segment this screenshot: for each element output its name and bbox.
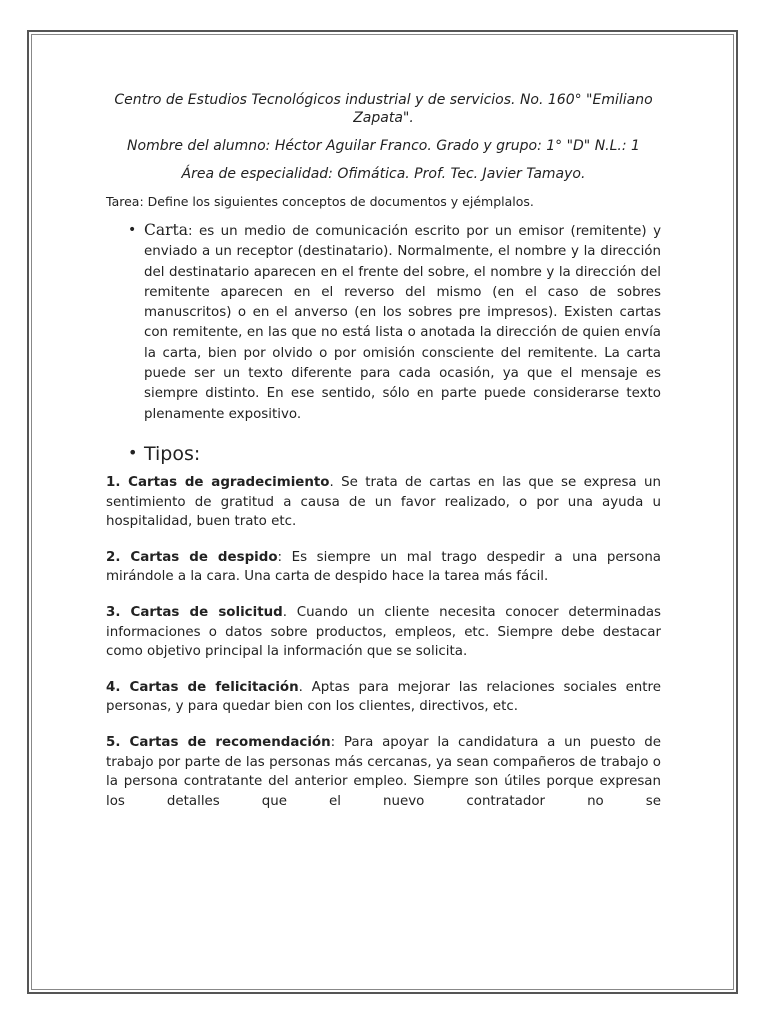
list-item xyxy=(106,678,661,717)
task-instruction: Tarea: Define los siguientes conceptos de documentos y ejémplalos. xyxy=(106,194,534,209)
item-text: : Es siempre un mal trago despedir a una persona mirándole a la cara. Una carta de despido hace la tarea más fácil. xyxy=(106,549,662,585)
item-title: 5. Cartas de recomendación xyxy=(106,734,331,750)
item-text: : Para apoyar la candidatura a un puesto de trabajo por parte de las personas más cercanas, ya sean compañeros de trabajo o la persona contratante del anterior empleo. Siempre son útiles porque expresan los detalles que el nuevo contratador no se xyxy=(106,734,661,809)
tipos-label: Tipos: xyxy=(144,442,201,465)
list-item xyxy=(106,548,661,587)
carta-paragraph xyxy=(144,220,661,425)
carta-term: Carta xyxy=(144,221,188,239)
item-text: . Cuando un cliente necesita conocer determinadas informaciones o datos sobre productos, empleos, etc. Siempre debe destacar como objetivo principal la información que se solicita. xyxy=(106,604,661,660)
item-title: 2. Cartas de despido xyxy=(106,549,278,565)
student-info: Nombre del alumno: Héctor Aguilar Franco. Grado y grupo: 1° "D" N.L.: 1 xyxy=(127,138,640,154)
document-body xyxy=(106,91,661,827)
specialty-info: Área de especialidad: Ofimática. Prof. Tec. Javier Tamayo. xyxy=(181,166,586,182)
item-text: . Aptas para mejorar las relaciones sociales entre personas, y para quedar bien con los clientes, directivos, etc. xyxy=(106,679,661,715)
list-item xyxy=(106,603,661,662)
item-text: . Se trata de cartas en las que se expresa un sentimiento de gratitud a causa de un favor realizado, o por una ayuda u hospitalidad, buen trato etc. xyxy=(106,474,661,530)
list-item xyxy=(106,473,661,532)
item-title: 3. Cartas de solicitud xyxy=(106,604,283,620)
item-title: 1. Cartas de agradecimiento xyxy=(106,474,330,490)
item-title: 4. Cartas de felicitación xyxy=(106,679,299,695)
tipos-list xyxy=(106,473,661,811)
carta-definition xyxy=(106,220,661,425)
carta-text: : es un medio de comunicación escrito por un emisor (remitente) y enviado a un receptor (destinatario). Normalmente, el nombre y la dirección del destinatario aparecen en el frente del sobre, el nombre y la dirección del remitente aparecen en el reverso del mismo (en el caso de sobres manuscritos) o en el anverso (en los sobres pre impresos). Existen cartas con remitente, en las que no está lista o anotada la dirección de quien envía la carta, bien por olvido o por omisión consciente del remitente. La carta puede ser un texto diferente para cada ocasión, ya que el mensaje es siempre distinto. En ese sentido, sólo en parte puede considerarse texto plenamente expositivo. xyxy=(144,224,661,422)
tipos-heading xyxy=(106,439,661,469)
bullet-icon: • xyxy=(128,222,137,238)
bullet-icon: • xyxy=(128,442,138,462)
school-heading: Centro de Estudios Tecnológicos industrial y de servicios. No. 160° "Emiliano Zapata". xyxy=(114,92,653,126)
list-item xyxy=(106,733,661,811)
